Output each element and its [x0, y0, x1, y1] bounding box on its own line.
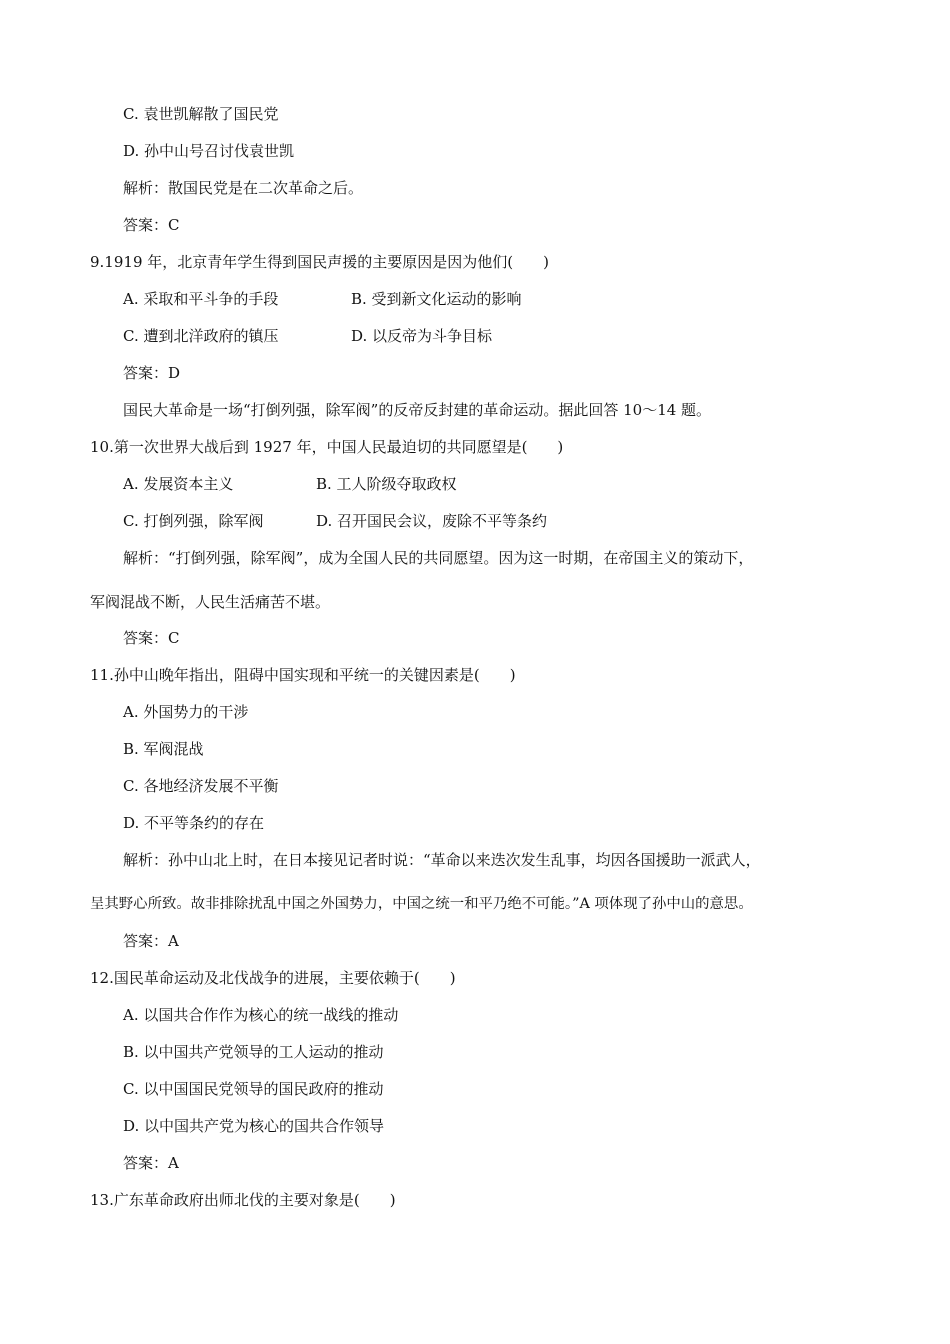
- option-d-q12: D. 以中国共产党为核心的国共合作领导: [123, 1117, 385, 1135]
- question-10: 10.第一次世界大战后到 1927 年，中国人民最迫切的共同愿望是( ): [90, 438, 564, 456]
- answer-q10: 答案：C: [123, 629, 180, 647]
- analysis-q8: 解析：散国民党是在二次革命之后。: [123, 179, 364, 197]
- section-intro: 国民大革命是一场“打倒列强，除军阀”的反帝反封建的革命运动。据此回答 10～14 题。: [123, 401, 712, 419]
- question-13: 13.广东革命政府出师北伐的主要对象是( ): [90, 1191, 396, 1209]
- question-9: 9.1919 年，北京青年学生得到国民声援的主要原因是因为他们( ): [90, 253, 549, 271]
- answer-q12: 答案：A: [123, 1154, 179, 1172]
- question-12: 12.国民革命运动及北伐战争的进展，主要依赖于( ): [90, 969, 456, 987]
- option-b-q10: B. 工人阶级夺取政权: [316, 475, 457, 493]
- analysis-q10-line2: 军阀混战不断，人民生活痛苦不堪。: [90, 593, 331, 611]
- option-a-q11: A. 外国势力的干涉: [123, 703, 249, 721]
- analysis-q11-line1: 解析：孙中山北上时，在日本接见记者时说：“革命以来迭次发生乱事，均因各国援助一派武人，: [123, 851, 761, 869]
- answer-q8: 答案：C: [123, 216, 180, 234]
- option-d-q11: D. 不平等条约的存在: [123, 814, 265, 832]
- option-b-q12: B. 以中国共产党领导的工人运动的推动: [123, 1043, 384, 1061]
- option-d-q10: D. 召开国民会议，废除不平等条约: [316, 512, 548, 530]
- answer-q9: 答案：D: [123, 364, 181, 382]
- option-b-q11: B. 军阀混战: [123, 740, 204, 758]
- option-c-q8: C. 袁世凯解散了国民党: [123, 105, 279, 123]
- analysis-q10-line1: 解析：“打倒列强，除军阀”，成为全国人民的共同愿望。因为这一时期，在帝国主义的策动下，: [123, 549, 754, 567]
- answer-q11: 答案：A: [123, 932, 179, 950]
- question-11: 11.孙中山晚年指出，阻碍中国实现和平统一的关键因素是( ): [90, 666, 516, 684]
- option-b-q9: B. 受到新文化运动的影响: [351, 290, 522, 308]
- option-c-q12: C. 以中国国民党领导的国民政府的推动: [123, 1080, 384, 1098]
- analysis-q11-line2: 呈其野心所致。故非排除扰乱中国之外国势力，中国之统一和平乃绝不可能。”A 项体现了孙中山的意思。: [90, 896, 753, 912]
- option-a-q12: A. 以国共合作作为核心的统一战线的推动: [123, 1006, 399, 1024]
- option-d-q9: D. 以反帝为斗争目标: [351, 327, 493, 345]
- option-c-q11: C. 各地经济发展不平衡: [123, 777, 279, 795]
- option-c-q9: C. 遭到北洋政府的镇压: [123, 327, 279, 345]
- option-d-q8: D. 孙中山号召讨伐袁世凯: [123, 142, 295, 160]
- option-a-q10: A. 发展资本主义: [123, 475, 234, 493]
- option-a-q9: A. 采取和平斗争的手段: [123, 290, 279, 308]
- option-c-q10: C. 打倒列强，除军阀: [123, 512, 264, 530]
